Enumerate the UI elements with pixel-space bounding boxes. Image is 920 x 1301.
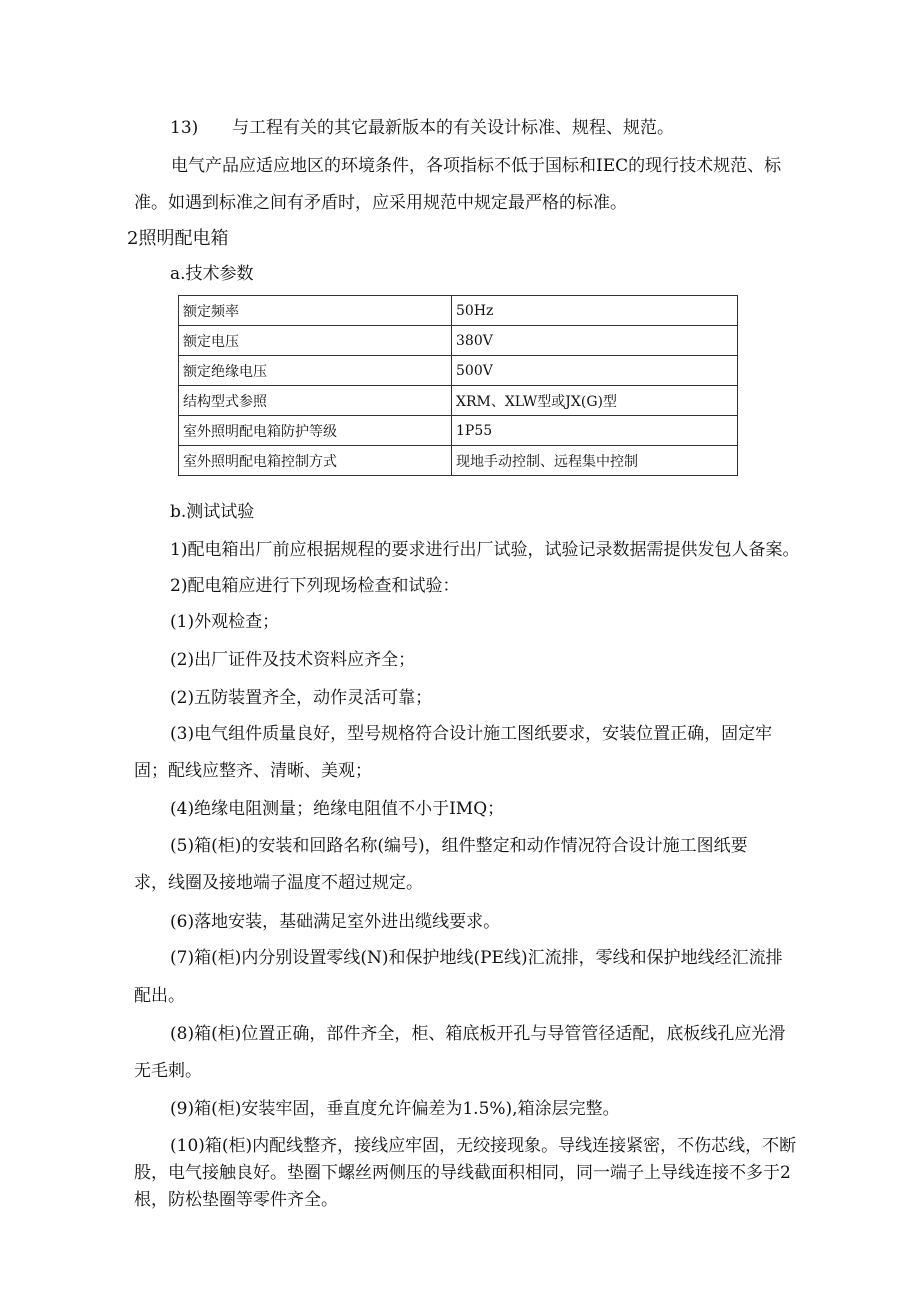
check-item-documents: (2)出厂证件及技术资料应齐全； <box>170 650 416 670</box>
check-item-busbar-line2: 配出。 <box>134 986 185 1006</box>
table-cell-value: 现地手动控制、远程集中控制 <box>452 446 738 476</box>
table-cell-key: 室外照明配电箱控制方式 <box>179 446 452 476</box>
check-item-components-line1: (3)电气组件质量良好，型号规格符合设计施工图纸要求，安装位置正确，固定牢 <box>170 724 773 744</box>
testing-item-1: 1)配电箱出厂前应根据规程的要求进行出厂试验，试验记录数据需提供发包人备案。 <box>170 540 800 560</box>
check-item-position-line2: 无毛刺。 <box>134 1061 202 1081</box>
check-item-position-line1: (8)箱(柜)位置正确，部件齐全，柜、箱底板开孔与导管管径适配，底板线孔应光滑 <box>170 1024 786 1044</box>
section-heading: 2照明配电箱 <box>127 228 229 249</box>
table-cell-value: 380V <box>452 326 738 356</box>
testing-heading: b.测试试验 <box>170 502 255 522</box>
check-item-wiring-line1: (10)箱(柜)内配线整齐，接线应牢固，无绞接现象。导线连接紧密，不伤芯线，不断 <box>170 1136 797 1156</box>
table-cell-key: 室外照明配电箱防护等级 <box>179 416 452 446</box>
check-item-insulation: (4)绝缘电阻测量；绝缘电阻值不小于IMQ； <box>170 799 505 819</box>
check-item-wiring-line2: 股，电气接触良好。垫圈下螺丝两侧压的导线截面积相同，同一端子上导线连接不多于2 <box>134 1163 791 1183</box>
check-item-appearance: (1)外观检查； <box>170 612 280 632</box>
check-item-verticality: (9)箱(柜)安装牢固，垂直度允许偏差为1.5%),箱涂层完整。 <box>170 1099 620 1119</box>
paragraph-environment-line2: 准。如遇到标准之间有矛盾时，应采用规范中规定最严格的标准。 <box>134 193 627 213</box>
table-cell-value: XRM、XLW型或JX(G)型 <box>452 386 738 416</box>
table-cell-value: 50Hz <box>452 296 738 326</box>
testing-item-2: 2)配电箱应进行下列现场检查和试验： <box>170 576 460 596</box>
table-row <box>179 386 738 416</box>
table-cell-value: 1P55 <box>452 416 738 446</box>
table-row <box>179 326 738 356</box>
table-cell-key: 结构型式参照 <box>179 386 452 416</box>
table-cell-value: 500V <box>452 356 738 386</box>
check-item-floor-mount: (6)落地安装，基础满足室外进出缆线要求。 <box>170 912 501 932</box>
check-item-busbar-line1: (7)箱(柜)内分别设置零线(N)和保护地线(PE线)汇流排，零线和保护地线经汇流排 <box>170 948 783 968</box>
check-item-wiring-line3: 根，防松垫圈等零件齐全。 <box>134 1190 338 1210</box>
paragraph-environment-line1: 电气产品应适应地区的环境条件，各项指标不低于国标和IEC的现行技术规范、标 <box>171 156 782 176</box>
table-row <box>179 356 738 386</box>
tech-params-table <box>178 295 738 476</box>
check-item-components-line2: 固；配线应整齐、清晰、美观； <box>134 761 372 781</box>
table-cell-key: 额定绝缘电压 <box>179 356 452 386</box>
table-row <box>179 296 738 326</box>
check-item-installation-line1: (5)箱(柜)的安装和回路名称(编号)，组件整定和动作情况符合设计施工图纸要 <box>170 836 748 856</box>
check-item-interlock: (2)五防装置齐全，动作灵活可靠； <box>170 688 433 708</box>
table-cell-key: 额定频率 <box>179 296 452 326</box>
check-item-installation-line2: 求，线圈及接地端子温度不超过规定。 <box>134 873 423 893</box>
list-item-13-number: 13) <box>170 118 199 138</box>
table-row <box>179 416 738 446</box>
list-item-13-text: 与工程有关的其它最新版本的有关设计标准、规程、规范。 <box>232 118 674 138</box>
table-cell-key: 额定电压 <box>179 326 452 356</box>
table-row <box>179 446 738 476</box>
tech-params-heading: a.技术参数 <box>170 264 254 284</box>
